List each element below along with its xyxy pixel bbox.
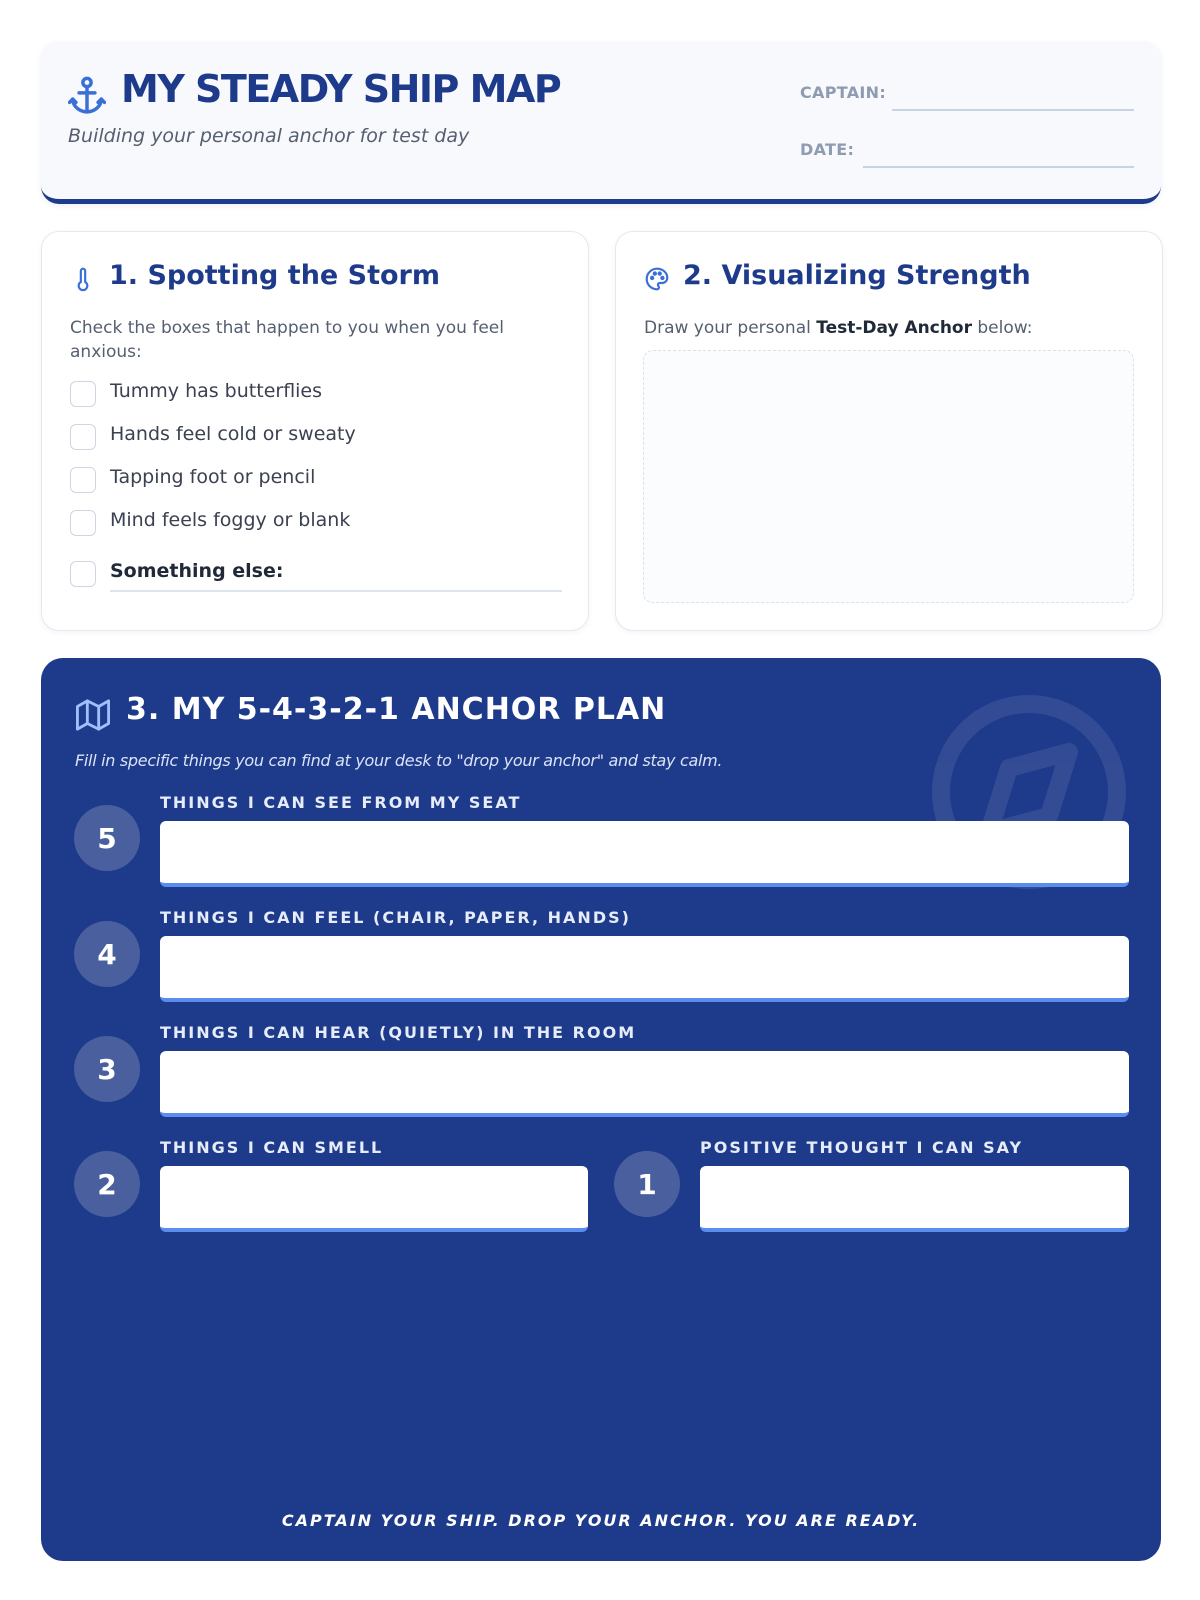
step-number: 3 bbox=[74, 1036, 140, 1102]
step-label: POSITIVE THOUGHT I CAN SAY bbox=[700, 1138, 1024, 1157]
smell-input[interactable] bbox=[160, 1166, 588, 1232]
plan-title: 3. MY 5-4-3-2-1 ANCHOR PLAN bbox=[126, 692, 667, 727]
checklist-label: Hands feel cold or sweaty bbox=[110, 423, 356, 445]
plan-description: Fill in specific things you can find at your desk to "drop your anchor" and stay calm. bbox=[75, 751, 723, 770]
hear-input[interactable] bbox=[160, 1051, 1129, 1117]
checklist-item[interactable] bbox=[70, 465, 570, 495]
step-number: 4 bbox=[74, 921, 140, 987]
something-else-field[interactable] bbox=[110, 590, 562, 592]
strength-title: 2. Visualizing Strength bbox=[683, 260, 1031, 291]
checklist-item[interactable] bbox=[70, 508, 570, 538]
anchor-emphasis: Test-Day Anchor bbox=[816, 318, 972, 338]
step-label: THINGS I CAN SEE FROM MY SEAT bbox=[160, 793, 522, 812]
step-label: THINGS I CAN SMELL bbox=[160, 1138, 384, 1157]
page-subtitle: Building your personal anchor for test day bbox=[68, 125, 470, 147]
checkbox[interactable] bbox=[70, 510, 96, 536]
checkbox[interactable] bbox=[70, 561, 96, 587]
see-input[interactable] bbox=[160, 821, 1129, 887]
step-number: 5 bbox=[74, 805, 140, 871]
anchor-icon bbox=[68, 75, 106, 117]
header-card bbox=[41, 41, 1161, 204]
storm-card bbox=[41, 231, 589, 631]
checkbox[interactable] bbox=[70, 467, 96, 493]
step-number: 1 bbox=[614, 1151, 680, 1217]
checklist-label: Mind feels foggy or blank bbox=[110, 509, 351, 531]
thermometer-icon bbox=[70, 266, 96, 292]
step-label: THINGS I CAN HEAR (QUIETLY) IN THE ROOM bbox=[160, 1023, 637, 1042]
checklist-label: Tummy has butterflies bbox=[110, 380, 323, 402]
feel-input[interactable] bbox=[160, 936, 1129, 1002]
strength-description: Draw your personal Test-Day Anchor below: bbox=[644, 318, 1033, 338]
date-label: DATE: bbox=[800, 140, 855, 159]
captain-field[interactable] bbox=[892, 109, 1134, 111]
checklist-item-other[interactable] bbox=[70, 559, 570, 589]
plan-motto: CAPTAIN YOUR SHIP. DROP YOUR ANCHOR. YOU ARE READY. bbox=[281, 1511, 921, 1530]
palette-icon bbox=[644, 266, 670, 292]
anchor-plan-panel bbox=[41, 658, 1161, 1561]
page-title: MY STEADY SHIP MAP bbox=[121, 67, 561, 111]
date-field[interactable] bbox=[863, 166, 1134, 168]
storm-description: Check the boxes that happen to you when you feel anxious: bbox=[70, 318, 504, 362]
checklist-item[interactable] bbox=[70, 379, 570, 409]
map-icon bbox=[75, 698, 111, 732]
strength-card bbox=[615, 231, 1163, 631]
step-label: THINGS I CAN FEEL (CHAIR, PAPER, HANDS) bbox=[160, 908, 631, 927]
checklist-item[interactable] bbox=[70, 422, 570, 452]
checkbox[interactable] bbox=[70, 424, 96, 450]
checklist-label: Something else: bbox=[110, 560, 284, 582]
captain-label: CAPTAIN: bbox=[800, 83, 887, 102]
positive-thought-input[interactable] bbox=[700, 1166, 1129, 1232]
storm-title: 1. Spotting the Storm bbox=[109, 260, 440, 291]
step-number: 2 bbox=[74, 1151, 140, 1217]
drawing-area[interactable] bbox=[643, 350, 1134, 603]
checklist-label: Tapping foot or pencil bbox=[110, 466, 316, 488]
checkbox[interactable] bbox=[70, 381, 96, 407]
